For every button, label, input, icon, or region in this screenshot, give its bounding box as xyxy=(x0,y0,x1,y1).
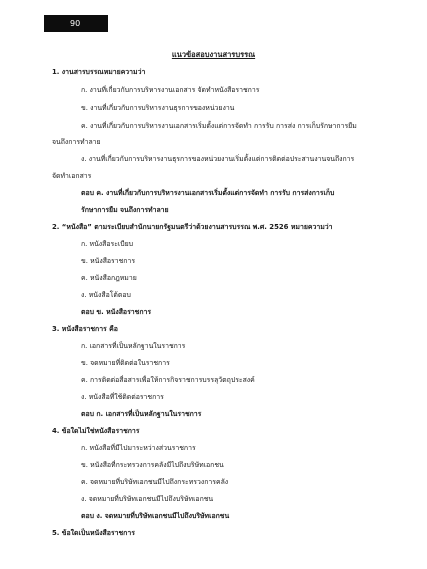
question-2-option-a: ก. หนังสือระเบียบ xyxy=(81,240,134,248)
question-1-answer: ตอบ ค. งานที่เกี่ยวกับการบริหารงานเอกสารเริ่มตั้งแต่การจัดทำ การรับ การส่งการเก็บ xyxy=(81,189,335,197)
question-3-option-a: ก. เอกสารที่เป็นหลักฐานในราชการ xyxy=(81,342,186,350)
question-1: 1. งานสารบรรณหมายความว่า xyxy=(52,68,146,76)
question-5: 5. ข้อใดเป็นหนังสือราชการ xyxy=(52,529,135,537)
question-4-option-d: ง. จดหมายที่บริษัทเอกชนมีไปถึงบริษัทเอกชน xyxy=(81,495,214,503)
question-1-option-d: ง. งานที่เกี่ยวกับการบริหารงานธุรการของหน่วยงานเริ่มตั้งแต่การติดต่อประสานงานจนถึงการ xyxy=(81,155,355,163)
question-1-option-c-cont: จนถึงการทำลาย xyxy=(52,138,101,146)
question-2-option-b: ข. หนังสือราชการ xyxy=(81,257,136,265)
question-1-answer-cont: รักษาการยืม จนถึงการทำลาย xyxy=(81,206,169,214)
question-2-option-c: ค. หนังสือกฎหมาย xyxy=(81,274,137,282)
question-3-option-c: ค. การติดต่อสื่อสารเพื่อให้การกิจราชการบรรลุวัตถุประสงค์ xyxy=(81,376,255,384)
question-3-answer: ตอบ ก. เอกสารที่เป็นหลักฐานในราชการ xyxy=(81,410,202,418)
question-2: 2. “หนังสือ” ตามระเบียบสำนักนายกรัฐมนตรีว่าด้วยงานสารบรรณ พ.ศ. 2526 หมายความว่า xyxy=(52,223,333,231)
question-2-answer: ตอบ ข. หนังสือราชการ xyxy=(81,308,152,316)
question-4-option-b: ข. หนังสือที่กระทรวงการคลังมีไปถึงบริษัทเอกชน xyxy=(81,461,224,469)
question-4-option-a: ก. หนังสือที่มีไปมาระหว่างส่วนราชการ xyxy=(81,444,196,452)
page-title: แนวข้อสอบงานสารบรรณ xyxy=(171,50,256,59)
question-2-option-d: ง. หนังสือโต้ตอบ xyxy=(81,291,131,299)
question-3: 3. หนังสือราชการ คือ xyxy=(52,325,118,333)
question-1-option-b: ข. งานที่เกี่ยวกับการบริหารงานธุรการของหน่วยงาน xyxy=(81,104,235,112)
question-3-option-d: ง. หนังสือที่ใช้ติดต่อราชการ xyxy=(81,393,164,401)
question-4-option-c: ค. จดหมายที่บริษัทเอกชนมีไปถึงกระทรวงการคลัง xyxy=(81,478,229,486)
question-3-option-b: ข. จดหมายที่ติดต่อในราชการ xyxy=(81,359,170,367)
question-4-answer: ตอบ ง. จดหมายที่บริษัทเอกชนมีไปถึงบริษัทเอกชน xyxy=(81,512,230,520)
question-1-option-c: ค. งานที่เกี่ยวกับการบริหารงานเอกสารเริ่มตั้งแต่การจัดทำ การรับ การส่ง การเก็บรักษาการยืม xyxy=(81,122,357,130)
question-1-option-a: ก. งานที่เกี่ยวกับการบริหารงานเอกสาร จัดทำหนังสือราชการ xyxy=(81,86,260,94)
question-4: 4. ข้อใดไม่ใช่หนังสือราชการ xyxy=(52,427,140,435)
question-1-option-d-cont: จัดทำเอกสาร xyxy=(52,172,92,180)
page-number: 90 xyxy=(44,15,108,32)
